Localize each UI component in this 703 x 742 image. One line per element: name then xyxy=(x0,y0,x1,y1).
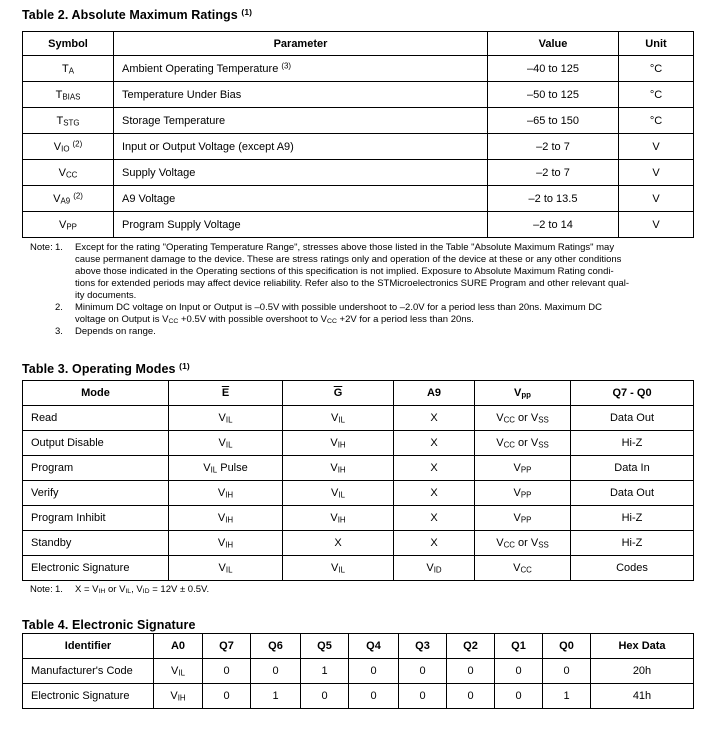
e-cell: $V_{IL}$ xyxy=(169,556,283,581)
parameter-cell: Program Supply Voltage xyxy=(114,212,488,238)
note-number: 1. xyxy=(55,584,63,595)
note-text: $X = V_{IH}$ or $V_{IL}$, $V_{ID} = 12V \pm 0.5V$. xyxy=(75,584,210,596)
table2-title-note-ref: (1) xyxy=(241,7,253,17)
bit-cell: 0 xyxy=(447,684,495,709)
g-cell: $V_{IH}$ xyxy=(283,431,394,456)
symbol-cell: $V_{IO}$ $^{(2)}$ xyxy=(23,134,114,160)
bit-cell: 0 xyxy=(251,659,301,684)
bit-cell: 0 xyxy=(447,659,495,684)
bit-cell: 0 xyxy=(543,659,591,684)
e-cell: $V_{IH}$ xyxy=(169,506,283,531)
column-header-g-bar xyxy=(283,381,394,406)
q-cell: Data Out xyxy=(571,481,694,506)
q-cell: Codes xyxy=(571,556,694,581)
absolute-maximum-ratings-table xyxy=(22,31,694,238)
q-cell: Hi-Z xyxy=(571,506,694,531)
hex-cell: 41h xyxy=(591,684,694,709)
value-cell: –50 to 125 xyxy=(488,82,619,108)
column-header-q7: Q7 xyxy=(203,634,251,659)
column-header-q4: Q4 xyxy=(349,634,399,659)
table-row xyxy=(23,431,694,456)
table-row xyxy=(23,506,694,531)
column-header-q7-q0: Q7 - Q0 xyxy=(571,381,694,406)
table-header-row xyxy=(23,634,694,659)
g-cell: $V_{IH}$ xyxy=(283,456,394,481)
table-row xyxy=(23,160,694,186)
table-row xyxy=(23,684,694,709)
e-bar-label: $\overline{E}$ xyxy=(221,387,230,399)
table4-title xyxy=(22,618,196,632)
table-header-row xyxy=(23,32,694,56)
unit-cell: V xyxy=(619,134,694,160)
unit-cell: V xyxy=(619,186,694,212)
a9-cell: X xyxy=(394,406,475,431)
column-header-q0: Q0 xyxy=(543,634,591,659)
identifier-cell: Electronic Signature xyxy=(23,684,154,709)
a0-cell: $V_{IL}$ xyxy=(154,659,203,684)
bit-cell: 0 xyxy=(349,659,399,684)
unit-cell: °C xyxy=(619,56,694,82)
bit-cell: 0 xyxy=(203,684,251,709)
identifier-cell: Manufacturer's Code xyxy=(23,659,154,684)
column-header-e-bar xyxy=(169,381,283,406)
bit-cell: 0 xyxy=(301,684,349,709)
e-cell: $V_{IL}$ xyxy=(169,431,283,456)
mode-cell: Program xyxy=(23,456,169,481)
bit-cell: 1 xyxy=(301,659,349,684)
a9-cell: $V_{ID}$ xyxy=(394,556,475,581)
symbol-cell: $V_{A9}$ $^{(2)}$ xyxy=(23,186,114,212)
unit-cell: V xyxy=(619,212,694,238)
column-header-q5: Q5 xyxy=(301,634,349,659)
note-2 xyxy=(30,302,629,326)
parameter-cell: Input or Output Voltage (except A9) xyxy=(114,134,488,160)
value-cell: –40 to 125 xyxy=(488,56,619,82)
vpp-cell: $V_{PP}$ xyxy=(475,506,571,531)
column-header-value: Value xyxy=(488,32,619,56)
q-cell: Data Out xyxy=(571,406,694,431)
q-cell: Hi-Z xyxy=(571,431,694,456)
table2-notes xyxy=(30,242,629,338)
table-row xyxy=(23,108,694,134)
table2-title xyxy=(22,7,252,22)
bit-cell: 0 xyxy=(349,684,399,709)
parameter-cell: A9 Voltage xyxy=(114,186,488,212)
note-1 xyxy=(30,584,209,596)
a9-cell: X xyxy=(394,481,475,506)
note-number: 2. xyxy=(55,302,63,313)
column-header-q1: Q1 xyxy=(495,634,543,659)
table3-notes xyxy=(30,584,209,596)
e-cell: $V_{IH}$ xyxy=(169,531,283,556)
symbol-cell: $V_{PP}$ xyxy=(23,212,114,238)
note-text: Except for the rating "Operating Temperature Range", stresses above those listed in the Table "Absolute Maximum Ratings" may cause permanent damage to the device. These are stress ratings only and operation of the device at these or any other conditions above those indicated in the Operating sections of this specification is not implied. Exposure to Absolute Maximum Rating condi- tions for extended periods may affect device reliability. Refer also to the STMicroelectronics SURE Program and other relevant qual- ity documents. xyxy=(75,242,630,301)
vpp-cell: $V_{PP}$ xyxy=(475,481,571,506)
unit-cell: V xyxy=(619,160,694,186)
table-row xyxy=(23,56,694,82)
note-label: Note: xyxy=(30,584,53,595)
table-row xyxy=(23,406,694,431)
column-header-q2: Q2 xyxy=(447,634,495,659)
note-text: Minimum DC voltage on Input or Output is –0.5V with possible undershoot to –2.0V for a period less than 20ns. Maximum DC voltage on Output is $V_{CC} +0.5V$ with possible overshoot to $V_{CC} +2V$ for a period less than 20ns. xyxy=(75,302,602,326)
column-header-q3: Q3 xyxy=(399,634,447,659)
g-cell: $V_{IL}$ xyxy=(283,481,394,506)
table-row xyxy=(23,186,694,212)
parameter-cell: Supply Voltage xyxy=(114,160,488,186)
g-cell: $V_{IH}$ xyxy=(283,506,394,531)
bit-cell: 0 xyxy=(203,659,251,684)
symbol-cell: $T_{STG}$ xyxy=(23,108,114,134)
vpp-cell: $V_{CC}$ or $V_{SS}$ xyxy=(475,431,571,456)
column-header-unit: Unit xyxy=(619,32,694,56)
q-cell: Hi-Z xyxy=(571,531,694,556)
bit-cell: 1 xyxy=(543,684,591,709)
table-row xyxy=(23,531,694,556)
note-text: Depends on range. xyxy=(75,326,156,337)
mode-cell: Output Disable xyxy=(23,431,169,456)
vpp-cell: $V_{CC}$ or $V_{SS}$ xyxy=(475,531,571,556)
note-1 xyxy=(30,242,629,302)
table4-title-text: Table 4. Electronic Signature xyxy=(22,618,196,632)
table-row xyxy=(23,212,694,238)
parameter-cell: Temperature Under Bias xyxy=(114,82,488,108)
g-cell: $V_{IL}$ xyxy=(283,556,394,581)
vpp-cell: $V_{CC}$ xyxy=(475,556,571,581)
table-row xyxy=(23,481,694,506)
g-cell: X xyxy=(283,531,394,556)
table-row xyxy=(23,82,694,108)
electronic-signature-table xyxy=(22,633,694,709)
vpp-cell: $V_{PP}$ xyxy=(475,456,571,481)
a9-cell: X xyxy=(394,456,475,481)
mode-cell: Read xyxy=(23,406,169,431)
table-row xyxy=(23,134,694,160)
value-cell: –2 to 13.5 xyxy=(488,186,619,212)
value-cell: –65 to 150 xyxy=(488,108,619,134)
g-bar-label: $\overline{G}$ xyxy=(333,387,343,399)
column-header-hex-data: Hex Data xyxy=(591,634,694,659)
column-header-parameter: Parameter xyxy=(114,32,488,56)
note-number: 1. xyxy=(55,242,63,253)
bit-cell: 0 xyxy=(495,684,543,709)
mode-cell: Verify xyxy=(23,481,169,506)
symbol-cell: $V_{CC}$ xyxy=(23,160,114,186)
g-cell: $V_{IL}$ xyxy=(283,406,394,431)
e-cell: $V_{IL}$ Pulse xyxy=(169,456,283,481)
mode-cell: Electronic Signature xyxy=(23,556,169,581)
table-row xyxy=(23,659,694,684)
value-cell: –2 to 7 xyxy=(488,134,619,160)
bit-cell: 1 xyxy=(251,684,301,709)
table3-title-note-ref: (1) xyxy=(179,361,190,371)
bit-cell: 0 xyxy=(495,659,543,684)
note-number: 3. xyxy=(55,326,63,337)
a9-cell: X xyxy=(394,431,475,456)
mode-cell: Program Inhibit xyxy=(23,506,169,531)
parameter-cell: Ambient Operating Temperature $^{(3)}$ xyxy=(114,56,488,82)
column-header-identifier: Identifier xyxy=(23,634,154,659)
a0-cell: $V_{IH}$ xyxy=(154,684,203,709)
unit-cell: °C xyxy=(619,82,694,108)
table2-title-text: Table 2. Absolute Maximum Ratings xyxy=(22,8,238,22)
column-header-symbol: Symbol xyxy=(23,32,114,56)
column-header-a0: A0 xyxy=(154,634,203,659)
unit-cell: °C xyxy=(619,108,694,134)
table3-title xyxy=(22,361,190,376)
column-header-vpp: $V_{pp}$ xyxy=(475,381,571,406)
q-cell: Data In xyxy=(571,456,694,481)
column-header-mode: Mode xyxy=(23,381,169,406)
table3-title-text: Table 3. Operating Modes xyxy=(22,362,176,376)
symbol-cell: $T_{BIAS}$ xyxy=(23,82,114,108)
table-row xyxy=(23,456,694,481)
column-header-a9: A9 xyxy=(394,381,475,406)
bit-cell: 0 xyxy=(399,684,447,709)
parameter-cell: Storage Temperature xyxy=(114,108,488,134)
table-row xyxy=(23,556,694,581)
operating-modes-table xyxy=(22,380,694,581)
a9-cell: X xyxy=(394,531,475,556)
e-cell: $V_{IL}$ xyxy=(169,406,283,431)
note-3 xyxy=(30,326,629,338)
symbol-cell: $T_A$ xyxy=(23,56,114,82)
a9-cell: X xyxy=(394,506,475,531)
note-label: Note: xyxy=(30,242,53,253)
value-cell: –2 to 7 xyxy=(488,160,619,186)
hex-cell: 20h xyxy=(591,659,694,684)
column-header-q6: Q6 xyxy=(251,634,301,659)
mode-cell: Standby xyxy=(23,531,169,556)
e-cell: $V_{IH}$ xyxy=(169,481,283,506)
table-header-row xyxy=(23,381,694,406)
bit-cell: 0 xyxy=(399,659,447,684)
vpp-cell: $V_{CC}$ or $V_{SS}$ xyxy=(475,406,571,431)
value-cell: –2 to 14 xyxy=(488,212,619,238)
